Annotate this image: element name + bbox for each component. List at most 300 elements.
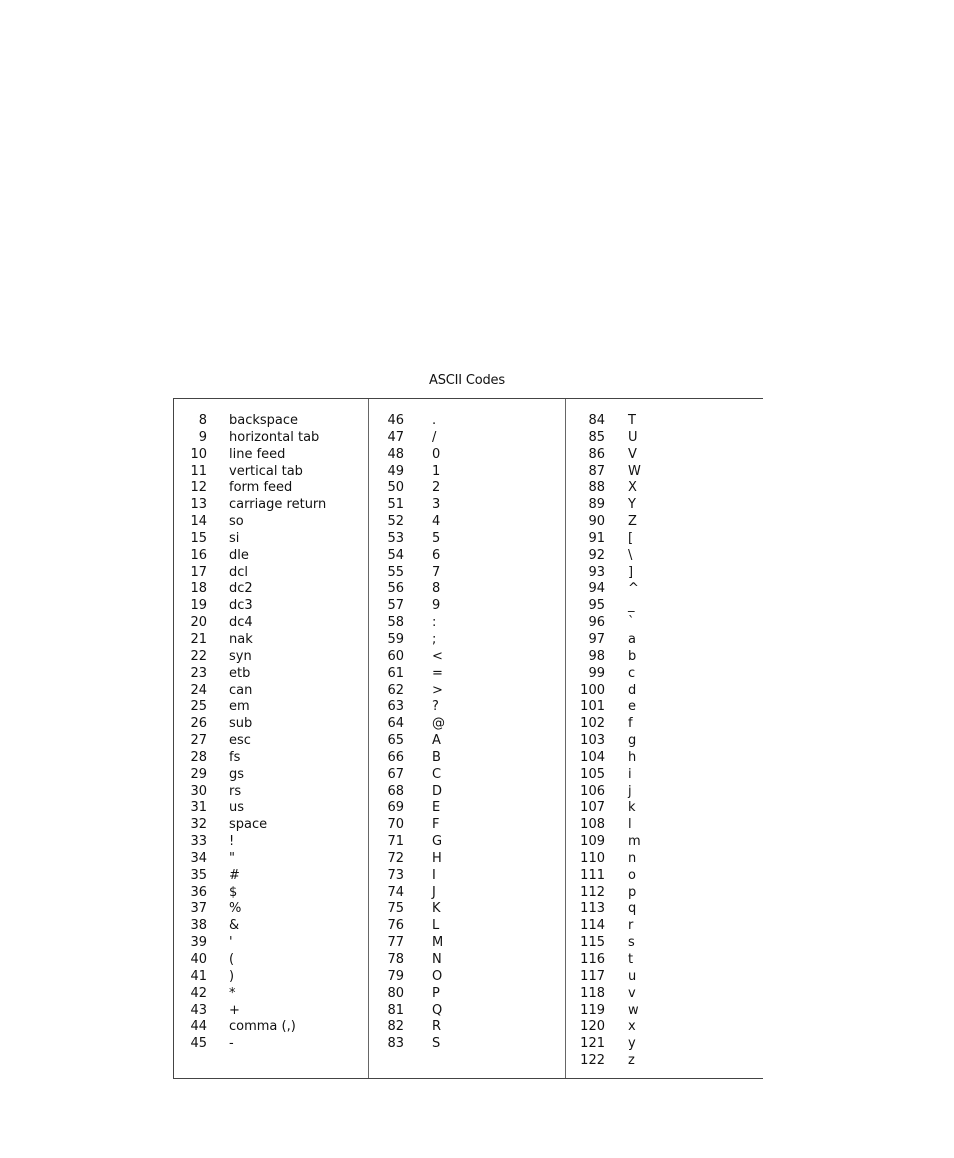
table-row bbox=[174, 480, 368, 497]
character-value: D bbox=[432, 783, 443, 799]
character-value: r bbox=[628, 918, 634, 934]
code-value: 41 bbox=[190, 968, 207, 984]
character-value: si bbox=[229, 530, 240, 546]
code-value: 102 bbox=[580, 716, 605, 732]
table-row bbox=[174, 817, 368, 834]
character-value: T bbox=[628, 413, 636, 428]
code-value: 93 bbox=[588, 564, 605, 580]
table-row bbox=[174, 430, 368, 447]
code-value: 64 bbox=[387, 716, 404, 732]
table-row bbox=[174, 716, 368, 733]
table-row bbox=[369, 1003, 565, 1020]
code-value: 83 bbox=[387, 1036, 404, 1052]
code-value: 118 bbox=[580, 985, 605, 1001]
code-value: 51 bbox=[387, 497, 404, 513]
character-value: - bbox=[229, 1036, 234, 1052]
table-row bbox=[174, 565, 368, 582]
code-value: 53 bbox=[387, 530, 404, 546]
code-value: 105 bbox=[580, 766, 605, 782]
character-value: / bbox=[432, 429, 437, 445]
character-value: . bbox=[432, 413, 437, 428]
code-value: 78 bbox=[387, 952, 404, 967]
table-row bbox=[369, 716, 565, 733]
character-value: Y bbox=[628, 497, 636, 513]
table-row bbox=[174, 548, 368, 565]
character-value: so bbox=[229, 514, 244, 530]
code-value: 96 bbox=[588, 615, 605, 631]
table-row bbox=[369, 834, 565, 851]
character-value: V bbox=[628, 446, 637, 462]
table-row bbox=[174, 447, 368, 464]
character-value: ) bbox=[229, 968, 235, 984]
character-value: J bbox=[432, 884, 436, 900]
character-value: ' bbox=[229, 935, 233, 951]
code-value: 81 bbox=[387, 1002, 404, 1018]
code-value: 55 bbox=[387, 564, 404, 580]
character-value: S bbox=[432, 1036, 441, 1052]
character-value: ; bbox=[432, 631, 437, 647]
character-value: carriage return bbox=[229, 497, 327, 513]
code-value: 84 bbox=[588, 413, 605, 428]
code-value: 44 bbox=[190, 1019, 207, 1035]
table-row bbox=[566, 784, 762, 801]
code-value: 60 bbox=[387, 648, 404, 664]
table-row bbox=[566, 464, 762, 481]
character-value: B bbox=[432, 749, 441, 765]
character-value: @ bbox=[432, 716, 445, 732]
table-row bbox=[369, 497, 565, 514]
table-row bbox=[369, 1036, 565, 1053]
character-value: Z bbox=[628, 514, 637, 530]
table-row bbox=[369, 683, 565, 700]
table-row bbox=[369, 901, 565, 918]
table-row bbox=[369, 480, 565, 497]
character-value: 3 bbox=[432, 497, 441, 513]
code-value: 48 bbox=[387, 446, 404, 462]
code-value: 72 bbox=[387, 850, 404, 866]
character-value: 4 bbox=[432, 514, 441, 530]
character-value: ^ bbox=[628, 581, 639, 597]
table-row bbox=[369, 464, 565, 481]
table-row bbox=[369, 868, 565, 885]
table-row bbox=[566, 834, 762, 851]
code-value: 35 bbox=[190, 867, 207, 883]
code-value: 21 bbox=[190, 631, 207, 647]
character-value: m bbox=[628, 834, 641, 850]
table-row bbox=[369, 581, 565, 598]
character-value: ? bbox=[432, 699, 439, 715]
code-value: 38 bbox=[190, 918, 207, 934]
character-value: fs bbox=[229, 749, 241, 765]
code-value: 57 bbox=[387, 598, 404, 614]
table-row bbox=[369, 885, 565, 902]
character-value: b bbox=[628, 648, 637, 664]
ascii-codes-table bbox=[173, 398, 763, 1079]
code-value: 43 bbox=[190, 1002, 207, 1018]
character-value: comma (,) bbox=[229, 1019, 296, 1035]
code-value: 10 bbox=[190, 446, 207, 462]
table-row bbox=[566, 935, 762, 952]
table-row bbox=[369, 817, 565, 834]
table-row bbox=[369, 1019, 565, 1036]
character-value: dc3 bbox=[229, 598, 253, 614]
character-value: H bbox=[432, 850, 442, 866]
code-value: 37 bbox=[190, 901, 207, 917]
character-value: Q bbox=[432, 1002, 443, 1018]
code-value: 98 bbox=[588, 648, 605, 664]
table-row bbox=[369, 430, 565, 447]
character-value: C bbox=[432, 766, 442, 782]
character-value: * bbox=[229, 985, 236, 1001]
character-value: E bbox=[432, 800, 441, 816]
character-value: _ bbox=[628, 598, 635, 614]
character-value: > bbox=[432, 682, 443, 698]
code-value: 117 bbox=[580, 968, 605, 984]
table-row bbox=[174, 733, 368, 750]
character-value: e bbox=[628, 699, 636, 715]
code-value: 12 bbox=[190, 480, 207, 496]
code-value: 75 bbox=[387, 901, 404, 917]
column-3 bbox=[566, 413, 762, 1070]
table-row bbox=[566, 918, 762, 935]
table-row bbox=[174, 1003, 368, 1020]
character-value: w bbox=[628, 1002, 639, 1018]
code-value: 22 bbox=[190, 648, 207, 664]
code-value: 29 bbox=[190, 766, 207, 782]
character-value: dc2 bbox=[229, 581, 253, 597]
table-row bbox=[369, 750, 565, 767]
table-row bbox=[566, 1036, 762, 1053]
character-value: em bbox=[229, 699, 250, 715]
code-value: 34 bbox=[190, 850, 207, 866]
character-value: t bbox=[628, 952, 634, 967]
table-row bbox=[566, 952, 762, 969]
code-value: 9 bbox=[198, 429, 207, 445]
character-value: backspace bbox=[229, 413, 299, 428]
code-value: 19 bbox=[190, 598, 207, 614]
table-row bbox=[174, 986, 368, 1003]
table-row bbox=[174, 497, 368, 514]
code-value: 99 bbox=[588, 665, 605, 681]
character-value: 1 bbox=[432, 463, 441, 479]
table-row bbox=[174, 918, 368, 935]
code-value: 113 bbox=[580, 901, 605, 917]
table-row bbox=[369, 952, 565, 969]
character-value: i bbox=[628, 766, 632, 782]
table-row bbox=[566, 430, 762, 447]
character-value: ] bbox=[628, 564, 634, 580]
table-row bbox=[369, 851, 565, 868]
character-value: 6 bbox=[432, 547, 441, 563]
character-value: nak bbox=[229, 631, 253, 647]
code-value: 68 bbox=[387, 783, 404, 799]
table-row bbox=[566, 1019, 762, 1036]
table-row bbox=[566, 565, 762, 582]
character-value: p bbox=[628, 884, 637, 900]
code-value: 89 bbox=[588, 497, 605, 513]
character-value: a bbox=[628, 631, 636, 647]
table-row bbox=[174, 969, 368, 986]
code-value: 104 bbox=[580, 749, 605, 765]
table-row bbox=[369, 598, 565, 615]
table-row bbox=[174, 632, 368, 649]
character-value: x bbox=[628, 1019, 636, 1035]
table-row bbox=[174, 464, 368, 481]
code-value: 116 bbox=[580, 952, 605, 967]
character-value: $ bbox=[229, 884, 238, 900]
code-value: 95 bbox=[588, 598, 605, 614]
character-value: W bbox=[628, 463, 641, 479]
table-row bbox=[566, 666, 762, 683]
character-value: d bbox=[628, 682, 637, 698]
table-row bbox=[369, 767, 565, 784]
table-row bbox=[174, 784, 368, 801]
table-row bbox=[174, 868, 368, 885]
code-value: 27 bbox=[190, 733, 207, 749]
code-value: 101 bbox=[580, 699, 605, 715]
table-row bbox=[174, 952, 368, 969]
character-value: dle bbox=[229, 547, 249, 563]
table-row bbox=[174, 800, 368, 817]
code-value: 32 bbox=[190, 817, 207, 833]
table-row bbox=[174, 531, 368, 548]
code-value: 45 bbox=[190, 1036, 207, 1052]
character-value: l bbox=[628, 817, 632, 833]
table-row bbox=[174, 834, 368, 851]
column-2 bbox=[369, 413, 565, 1053]
table-row bbox=[369, 935, 565, 952]
table-row bbox=[566, 447, 762, 464]
table-row bbox=[566, 413, 762, 430]
code-value: 112 bbox=[580, 884, 605, 900]
code-value: 94 bbox=[588, 581, 605, 597]
code-value: 31 bbox=[190, 800, 207, 816]
code-value: 67 bbox=[387, 766, 404, 782]
code-value: 114 bbox=[580, 918, 605, 934]
code-value: 108 bbox=[580, 817, 605, 833]
character-value: 5 bbox=[432, 530, 441, 546]
character-value: z bbox=[628, 1053, 635, 1069]
character-value: rs bbox=[229, 783, 242, 799]
code-value: 62 bbox=[387, 682, 404, 698]
character-value: line feed bbox=[229, 446, 286, 462]
table-row bbox=[369, 699, 565, 716]
code-value: 66 bbox=[387, 749, 404, 765]
character-value: f bbox=[628, 716, 633, 732]
code-value: 23 bbox=[190, 665, 207, 681]
table-row bbox=[566, 901, 762, 918]
character-value: % bbox=[229, 901, 242, 917]
character-value: h bbox=[628, 749, 637, 765]
code-value: 87 bbox=[588, 463, 605, 479]
table-row bbox=[174, 935, 368, 952]
code-value: 80 bbox=[387, 985, 404, 1001]
character-value: ( bbox=[229, 952, 235, 967]
character-value: [ bbox=[628, 530, 634, 546]
code-value: 91 bbox=[588, 530, 605, 546]
table-row bbox=[566, 683, 762, 700]
table-row bbox=[566, 733, 762, 750]
code-value: 47 bbox=[387, 429, 404, 445]
code-value: 103 bbox=[580, 733, 605, 749]
code-value: 39 bbox=[190, 935, 207, 951]
code-value: 106 bbox=[580, 783, 605, 799]
table-row bbox=[174, 581, 368, 598]
code-value: 121 bbox=[580, 1036, 605, 1052]
table-row bbox=[566, 767, 762, 784]
character-value: 9 bbox=[432, 598, 441, 614]
code-value: 92 bbox=[588, 547, 605, 563]
table-row bbox=[369, 733, 565, 750]
table-row bbox=[174, 514, 368, 531]
character-value: horizontal tab bbox=[229, 429, 320, 445]
character-value: ! bbox=[229, 834, 235, 850]
table-row bbox=[174, 666, 368, 683]
code-value: 77 bbox=[387, 935, 404, 951]
table-row bbox=[174, 649, 368, 666]
code-value: 88 bbox=[588, 480, 605, 496]
table-row bbox=[566, 750, 762, 767]
code-value: 119 bbox=[580, 1002, 605, 1018]
code-value: 15 bbox=[190, 530, 207, 546]
code-value: 8 bbox=[198, 413, 207, 428]
code-value: 61 bbox=[387, 665, 404, 681]
character-value: syn bbox=[229, 648, 252, 664]
code-value: 71 bbox=[387, 834, 404, 850]
table-row bbox=[566, 514, 762, 531]
character-value: # bbox=[229, 867, 240, 883]
code-value: 54 bbox=[387, 547, 404, 563]
character-value: 2 bbox=[432, 480, 441, 496]
character-value: G bbox=[432, 834, 443, 850]
table-row bbox=[369, 565, 565, 582]
table-row bbox=[369, 800, 565, 817]
table-row bbox=[369, 531, 565, 548]
code-value: 76 bbox=[387, 918, 404, 934]
table-row bbox=[566, 649, 762, 666]
character-value: = bbox=[432, 665, 443, 681]
character-value: space bbox=[229, 817, 268, 833]
character-value: can bbox=[229, 682, 253, 698]
table-row bbox=[566, 716, 762, 733]
code-value: 52 bbox=[387, 514, 404, 530]
character-value: O bbox=[432, 968, 443, 984]
code-value: 86 bbox=[588, 446, 605, 462]
code-value: 70 bbox=[387, 817, 404, 833]
table-row bbox=[369, 632, 565, 649]
character-value: form feed bbox=[229, 480, 293, 496]
table-row bbox=[369, 784, 565, 801]
character-value: \ bbox=[628, 547, 633, 563]
table-row bbox=[566, 497, 762, 514]
code-value: 30 bbox=[190, 783, 207, 799]
character-value: R bbox=[432, 1019, 442, 1035]
code-value: 49 bbox=[387, 463, 404, 479]
table-row bbox=[566, 851, 762, 868]
table-row bbox=[566, 800, 762, 817]
table-row bbox=[369, 649, 565, 666]
table-row bbox=[566, 581, 762, 598]
code-value: 33 bbox=[190, 834, 207, 850]
character-value: " bbox=[229, 850, 235, 866]
character-value: dc4 bbox=[229, 615, 253, 631]
code-value: 40 bbox=[190, 952, 207, 967]
character-value: X bbox=[628, 480, 637, 496]
character-value: k bbox=[628, 800, 636, 816]
code-value: 79 bbox=[387, 968, 404, 984]
character-value: P bbox=[432, 985, 440, 1001]
table-row bbox=[566, 1053, 762, 1070]
code-value: 17 bbox=[190, 564, 207, 580]
table-row bbox=[369, 918, 565, 935]
code-value: 28 bbox=[190, 749, 207, 765]
character-value: N bbox=[432, 952, 442, 967]
character-value: 0 bbox=[432, 446, 441, 462]
character-value: M bbox=[432, 935, 444, 951]
code-value: 100 bbox=[580, 682, 605, 698]
code-value: 59 bbox=[387, 631, 404, 647]
code-value: 65 bbox=[387, 733, 404, 749]
character-value: v bbox=[628, 985, 636, 1001]
character-value: n bbox=[628, 850, 637, 866]
character-value: 7 bbox=[432, 564, 441, 580]
table-row bbox=[369, 413, 565, 430]
table-row bbox=[566, 598, 762, 615]
code-value: 90 bbox=[588, 514, 605, 530]
character-value: us bbox=[229, 800, 245, 816]
character-value: & bbox=[229, 918, 240, 934]
character-value: I bbox=[432, 867, 436, 883]
code-value: 107 bbox=[580, 800, 605, 816]
code-value: 120 bbox=[580, 1019, 605, 1035]
code-value: 11 bbox=[190, 463, 207, 479]
code-value: 58 bbox=[387, 615, 404, 631]
character-value: sub bbox=[229, 716, 253, 732]
column-1 bbox=[174, 413, 368, 1053]
code-value: 115 bbox=[580, 935, 605, 951]
character-value: A bbox=[432, 733, 441, 749]
code-value: 97 bbox=[588, 631, 605, 647]
code-value: 122 bbox=[580, 1053, 605, 1069]
table-row bbox=[174, 699, 368, 716]
code-value: 25 bbox=[190, 699, 207, 715]
character-value: j bbox=[628, 783, 632, 799]
table-row bbox=[369, 615, 565, 632]
character-value: + bbox=[229, 1002, 240, 1018]
table-row bbox=[566, 868, 762, 885]
code-value: 46 bbox=[387, 413, 404, 428]
code-value: 18 bbox=[190, 581, 207, 597]
code-value: 42 bbox=[190, 985, 207, 1001]
code-value: 82 bbox=[387, 1019, 404, 1035]
character-value: < bbox=[432, 648, 443, 664]
table-row bbox=[566, 615, 762, 632]
character-value: L bbox=[432, 918, 440, 934]
code-value: 24 bbox=[190, 682, 207, 698]
character-value: : bbox=[432, 615, 437, 631]
table-row bbox=[174, 413, 368, 430]
table-row bbox=[174, 683, 368, 700]
table-row bbox=[369, 514, 565, 531]
character-value: etb bbox=[229, 665, 251, 681]
character-value: U bbox=[628, 429, 638, 445]
code-value: 56 bbox=[387, 581, 404, 597]
table-row bbox=[174, 767, 368, 784]
code-value: 36 bbox=[190, 884, 207, 900]
character-value: c bbox=[628, 665, 636, 681]
table-row bbox=[174, 1019, 368, 1036]
table-row bbox=[369, 986, 565, 1003]
